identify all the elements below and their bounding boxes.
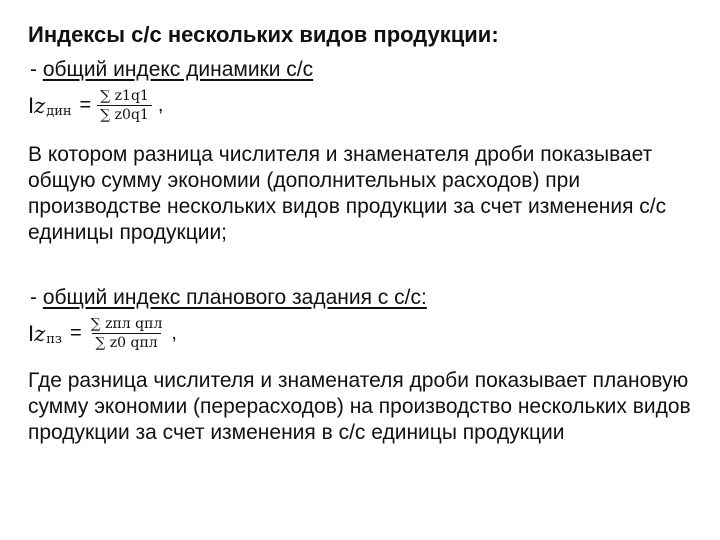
formula1-fraction: [97, 88, 152, 123]
formula1-symbol-z: z: [34, 93, 46, 118]
formula2-comma: ,: [171, 322, 177, 344]
slide-title: Индексы с/с нескольких видов продукции:: [28, 22, 499, 47]
formula2-subscript: пз: [46, 332, 62, 347]
section1-description: В котором разница числителя и знаменателя дроби показывает общую сумму экономии (дополнительных расходов) при производстве нескольких видов продукции за счет изменения с/с единицы продукции;: [28, 143, 667, 244]
section1-heading: общий индекс динамики с/с: [42, 58, 314, 81]
formula2-numerator: ∑ zпл qпл: [90, 316, 163, 332]
formula1-symbol-i: I: [28, 92, 35, 118]
formula2-fraction: [88, 316, 166, 351]
formula1-comma: ,: [157, 94, 164, 116]
formula1-denominator: ∑ z0q1: [97, 105, 152, 123]
section2-bullet: -: [30, 286, 43, 309]
section1-heading-line: [30, 58, 313, 82]
section2-heading: общий индекс планового задания с с/с:: [42, 286, 427, 309]
formula1-equals: =: [79, 94, 92, 116]
formula2-symbol-i: I: [28, 320, 35, 346]
section1-formula: [28, 88, 163, 123]
formula2-equals: =: [69, 322, 82, 344]
formula1-subscript: дин: [46, 104, 72, 119]
formula2-denominator: ∑ z0 qпл: [92, 333, 160, 351]
section2-description: Где разница числителя и знаменателя дроби показывает плановую сумму экономии (перерасходов) на производство нескольких видов продукции за счет изменения в с/с единицы продукции: [28, 369, 691, 444]
section1-bullet: -: [30, 58, 43, 81]
formula1-numerator: ∑ z1q1: [100, 88, 149, 104]
section2-formula: [28, 316, 177, 351]
section2-heading-line: [30, 286, 427, 310]
formula2-symbol-z: z: [34, 321, 46, 346]
